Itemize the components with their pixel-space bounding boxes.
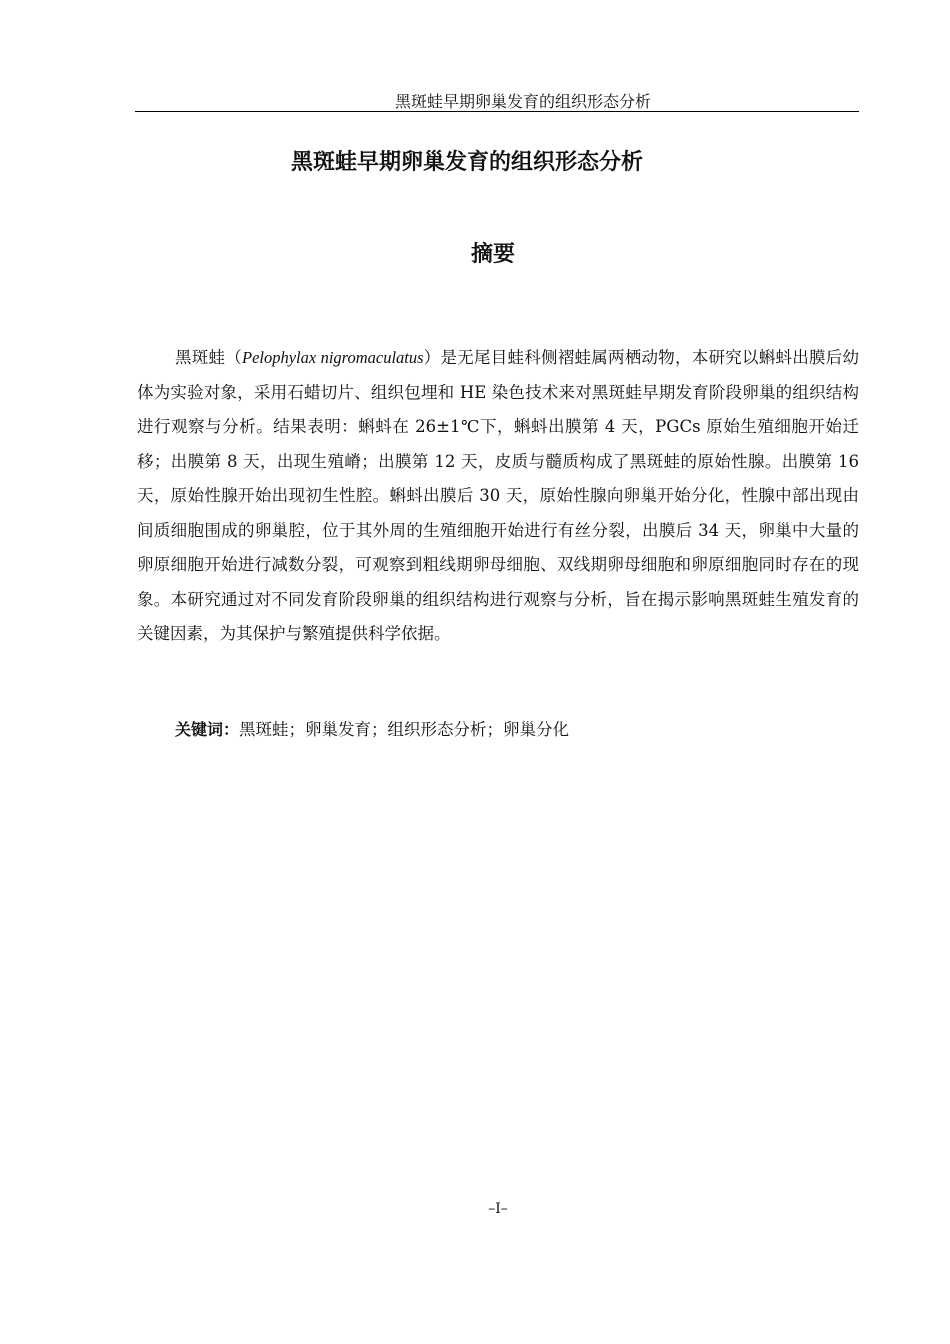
running-header-title: 黑斑蛙早期卵巢发育的组织形态分析: [394, 92, 651, 111]
abstract-text-main: ）是无尾目蛙科侧褶蛙属两栖动物，本研究以蝌蚪出膜后幼体为实验对象，采用石蜡切片、组织包埋和 HE 染色技术来对黑斑蛙早期发育阶段卵巢的组织结构进行观察与分析。结果表明：蝌蚪在 26±1℃下，蝌蚪出膜第 4 天，PGCs 原始生殖细胞开始迁移；出膜第 8 天，出现生殖嵴；出膜第 12 天，皮质与髓质构成了黑斑蛙的原始性腺。出膜第 16 天，原始性腺开始出现初生性腔。蝌蚪出膜后 30 天，原始性腺向卵巢开始分化，性腺中部出现由间质细胞围成的卵巢腔，位于其外周的生殖细胞开始进行有丝分裂，出膜后 34 天，卵巢中大量的卵原细胞开始进行减数分裂，可观察到粗线期卵母细胞、双线期卵母细胞和卵原细胞同时存在的现象。本研究通过对不同发育阶段卵巢的组织结构进行观察与分析，旨在揭示影响黑斑蛙生殖发育的关键因素，为其保护与繁殖提供科学依据。: [137, 348, 859, 643]
abstract-text-intro: 黑斑蛙（: [175, 348, 242, 367]
abstract-paragraph: [137, 341, 859, 652]
species-latin-name: Pelophylax nigromaculatus: [242, 348, 424, 367]
abstract-heading: 摘要: [470, 242, 515, 267]
running-header: [135, 92, 859, 112]
keywords-value: 黑斑蛙；卵巢发育；组织形态分析；卵巢分化: [239, 720, 570, 739]
keywords-label: 关键词：: [175, 720, 240, 739]
document-title: 黑斑蛙早期卵巢发育的组织形态分析: [290, 150, 643, 175]
keywords-line: [175, 713, 859, 748]
page-number: –I–: [488, 1201, 508, 1217]
